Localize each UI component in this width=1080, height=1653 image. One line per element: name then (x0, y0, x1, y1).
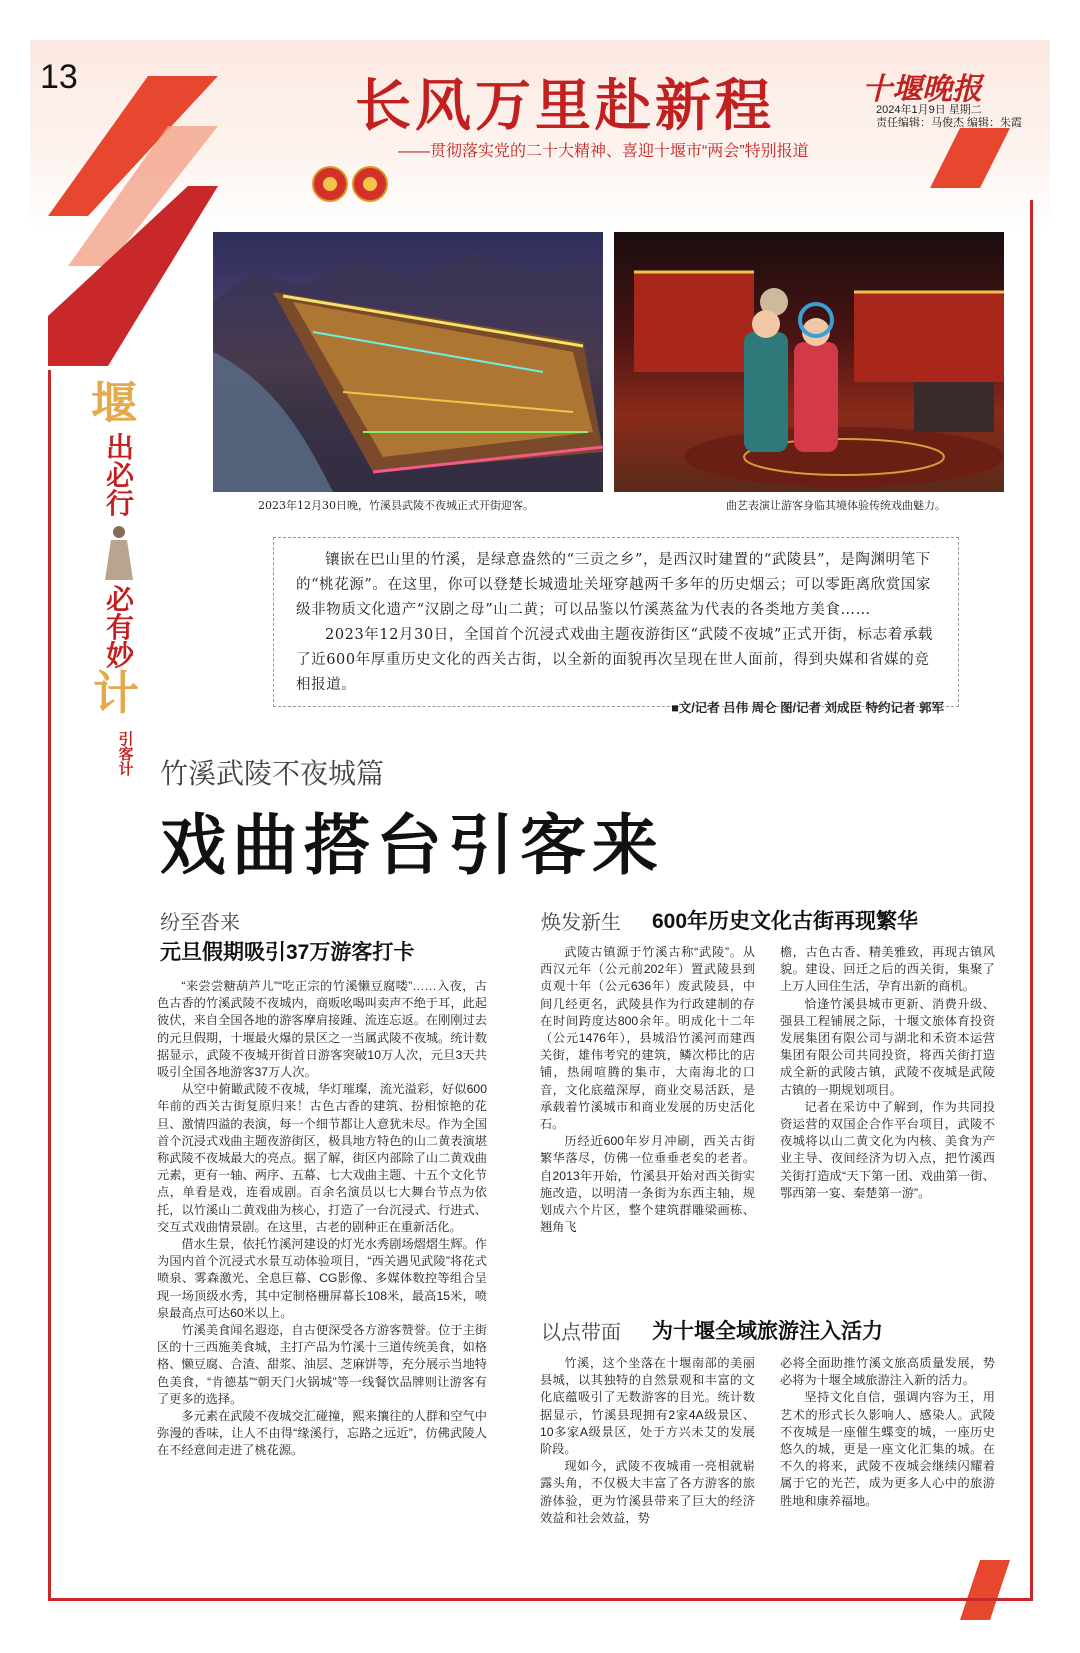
section-title: 为十堰全域旅游注入活力 (652, 1320, 883, 1343)
article-paragraph: 武陵古镇源于竹溪古称“武陵”。从西汉元年（公元前202年）置武陵县到贞观十年（公元636年）废武陵县，中间几经更名，武陵县作为行政建制的存在时间跨度达800余年。明成化十二年（公元1476年），县城沿竹溪河而建西关街，雄伟考究的建筑，鳞次栉比的店铺，热闹喧腾的集市，大南海北的口音，文化底蕴深厚，商业交易活跃，是承载着竹溪城市和商业发展的历史活化石。 (540, 945, 755, 1132)
article-paragraph: 恰逢竹溪县城市更新、消费升级、强县工程铺展之际，十堰文旅体育投资发展集团有限公司与湖北和禾资本运营集团有限公司共同投资，将西关街打造成全新的武陵古镇，武陵不夜城是武陵古镇的一期规划项目。 (780, 996, 995, 1097)
article-paragraph: 檐，古色古香、精美雅致，再现古镇风貌。建设、回迁之后的西关街，集聚了上万人回住生活，孕育出新的商机。 (780, 945, 995, 994)
issue-date: 2024年1月9日 星期二 (876, 104, 982, 116)
column-tag-char: 出 (105, 431, 134, 464)
section-title: 元旦假期吸引37万游客打卡 (160, 941, 415, 964)
intro-paragraph: 镶嵌在巴山里的竹溪，是绿意盎然的“三贡之乡”，是西汉时建置的“武陵县”，是陶渊明笔下的“桃花源”。在这里，你可以登楚长城遗址关垭穿越两千多年的历史烟云；可以零距离欣赏国家级非物质文化遗产“汉剧之母”山二黄；可以品鉴以竹溪蒸盆为代表的各类地方美食…… (296, 552, 932, 618)
page-frame-left (48, 370, 51, 1600)
column-tag-char: 必 (105, 583, 134, 616)
article-paragraph: 竹溪美食闻名遐迩，自古便深受各方游客赞誉。位于主街区的十三西施美食城，主打产品为竹溪十三道传统美食，如格格、懒豆腐、合渣、甜浆、油层、芝麻饼等，充分展示当地特色美食，“肯德基”“朝天门火锅城”等一线餐饮品牌则让游客有了更多的选择。 (157, 1323, 487, 1406)
article-paragraph: “来尝尝糖葫芦儿”“吃正宗的竹溪懒豆腐喽”……入夜，古色古香的竹溪武陵不夜城内，商贩吆喝叫卖声不绝于耳，此起彼伏，来自全国各地的游客摩肩接踵、流连忘返。在刚刚过去的元旦假期，十堰最火爆的景区之一当属武陵不夜城。统计数据显示，武陵不夜城开街首日游客突破10万人次，元旦3天共吸引全国各地游客37万人次。 (157, 979, 487, 1080)
article-paragraph: 历经近600年岁月冲刷，西关古街繁华落尽，仿佛一位垂垂老矣的老者。自2013年开始，竹溪县开始对西关街实施改造，以明清一条街为东西主轴，规划成六个片区，整个建筑群雕梁画栋、翘角飞 (540, 1134, 755, 1235)
column-tag-char: 堰 (91, 376, 137, 430)
right-photo-caption: 曲艺表演让游客身临其境体验传统戏曲魅力。 (726, 499, 946, 512)
national-emblem-icon (312, 166, 348, 202)
column-tag-char: 行 (105, 487, 134, 520)
section-kicker: 以点带面 (541, 1320, 621, 1344)
section-title: 600年历史文化古街再现繁华 (652, 910, 919, 933)
article-column (780, 1355, 995, 1510)
article-paragraph: 从空中俯瞰武陵不夜城，华灯璀璨，流光溢彩，好似600年前的西关古街复原归来！古色古香的建筑、扮相惊艳的花旦、激情四溢的表演，每一个细节都让人意犹未尽。作为全国首个沉浸式戏曲主题夜游街区，极具地方特色的山二黄表演堪称武陵不夜城最大的亮点。据了解，街区内部除了山二黄戏曲元素，更有一轴、两序、五幕、七大戏曲主题、十五个文化节点，单看是戏，连看成剧。百余名演员以七大舞台节点为依托，以竹溪山二黄戏曲为核心，打造了一台沉浸式、行进式、交互式戏曲情景剧。在这里，古老的剧种正在重新活化。 (157, 1082, 487, 1234)
article-paragraph: 记者在采访中了解到，作为共同投资运营的双国企合作平台项目，武陵不夜城将以山二黄文化为内核、美食为产业主导、夜间经济为切入点，把竹溪西关街打造成“天下第一团、戏曲第一街、鄂西第一宴、秦楚第一游”。 (780, 1099, 995, 1200)
section-kicker: 纷至沓来 (160, 910, 240, 934)
column-tag (91, 376, 145, 778)
left-photo-caption: 2023年12月30日晚，竹溪县武陵不夜城正式开街迎客。 (258, 499, 534, 512)
article-paragraph: 现如今，武陵不夜城甫一亮相就崭露头角，不仅极大丰富了各方游客的旅游体验，更为竹溪县带来了巨大的经济效益和社会效益，势 (540, 1459, 755, 1525)
cppcc-emblem-icon (352, 166, 388, 202)
column-tag-char: 引 (118, 730, 134, 748)
article-paragraph: 多元素在武陵不夜城交汇碰撞，熙来攘往的人群和空气中弥漫的香味，让人不由得“缘溪行，忘路之远近”，仿佛武陵人在不经意间走进了桃花源。 (157, 1409, 487, 1458)
article-column (540, 1355, 755, 1527)
article-column (157, 978, 487, 1460)
section-kicker: 焕发新生 (541, 910, 621, 934)
intro-box (273, 537, 959, 715)
byline: ■文/记者 吕伟 周仑 图/记者 刘成臣 特约记者 郭军 (671, 701, 944, 715)
column-tag-char: 客 (118, 745, 134, 763)
newspaper-masthead: 十堰晚报 (862, 72, 982, 107)
column-tag-char: 有 (105, 611, 134, 644)
night-city-aerial-photo (213, 232, 603, 492)
ancient-scholar-figure (97, 522, 147, 582)
issue-info (876, 104, 1022, 130)
column-tag-char: 计 (93, 666, 139, 720)
article-paragraph: 坚持文化自信，强调内容为王，用艺术的形式长久影响人、感染人。武陵不夜城是一座催生蝶变的城，一座历史悠久的城，更是一座文化汇集的城。在不久的将来，武陵不夜城会继续闪耀着属于它的光芒，成为更多人心中的旅游胜地和康养福地。 (780, 1390, 995, 1508)
article-column (780, 944, 995, 1202)
column-tag-char: 妙 (105, 639, 134, 672)
issue-editors: 责任编辑：马俊杰 编辑：朱霞 (876, 117, 1023, 129)
intro-paragraph: 2023年12月30日，全国首个沉浸式戏曲主题夜游街区“武陵不夜城”正式开街，标志着承载了近600年厚重历史文化的西关古街，以全新的面貌再次呈现在世人面前，得到央媒和省媒的竞相报道。 (296, 627, 934, 693)
article-paragraph: 必将全面助推竹溪文旅高质量发展，势必将为十堰全域旅游注入新的活力。 (780, 1356, 995, 1388)
article-title: 戏曲搭台引客来 (160, 806, 664, 884)
article-column (540, 944, 755, 1236)
right-corner-decoration (930, 128, 1010, 188)
page-number: 13 (40, 58, 78, 96)
section-headline: 长风万里赴新程 (355, 73, 775, 139)
article-paragraph: 竹溪，这个坐落在十堰南部的美丽县城，以其独特的自然景观和丰富的文化底蕴吸引了无数游客的目光。统计数据显示，竹溪县现拥有2家4A级景区、10多家A级景区，处于方兴未艾的发展阶段。 (540, 1356, 755, 1457)
section-subline: ——贯彻落实党的二十大精神、喜迎十堰市“两会”特别报道 (398, 143, 809, 160)
article-paragraph: 借水生景，依托竹溪河建设的灯光水秀剧场熠熠生辉。作为国内首个沉浸式水景互动体验项目，“西关遇见武陵”将花式喷泉、雾森激光、全息巨幕、CG影像、多媒体数控等组合呈现一场顶级水秀，其中定制格栅屏幕长108米，最高15米，喷泉最高点可达60米以上。 (157, 1237, 487, 1320)
column-tag-char: 必 (105, 459, 134, 492)
article-kicker: 竹溪武陵不夜城篇 (160, 757, 385, 790)
column-tag-char: 计 (118, 760, 134, 778)
opera-performance-photo (614, 232, 1004, 492)
